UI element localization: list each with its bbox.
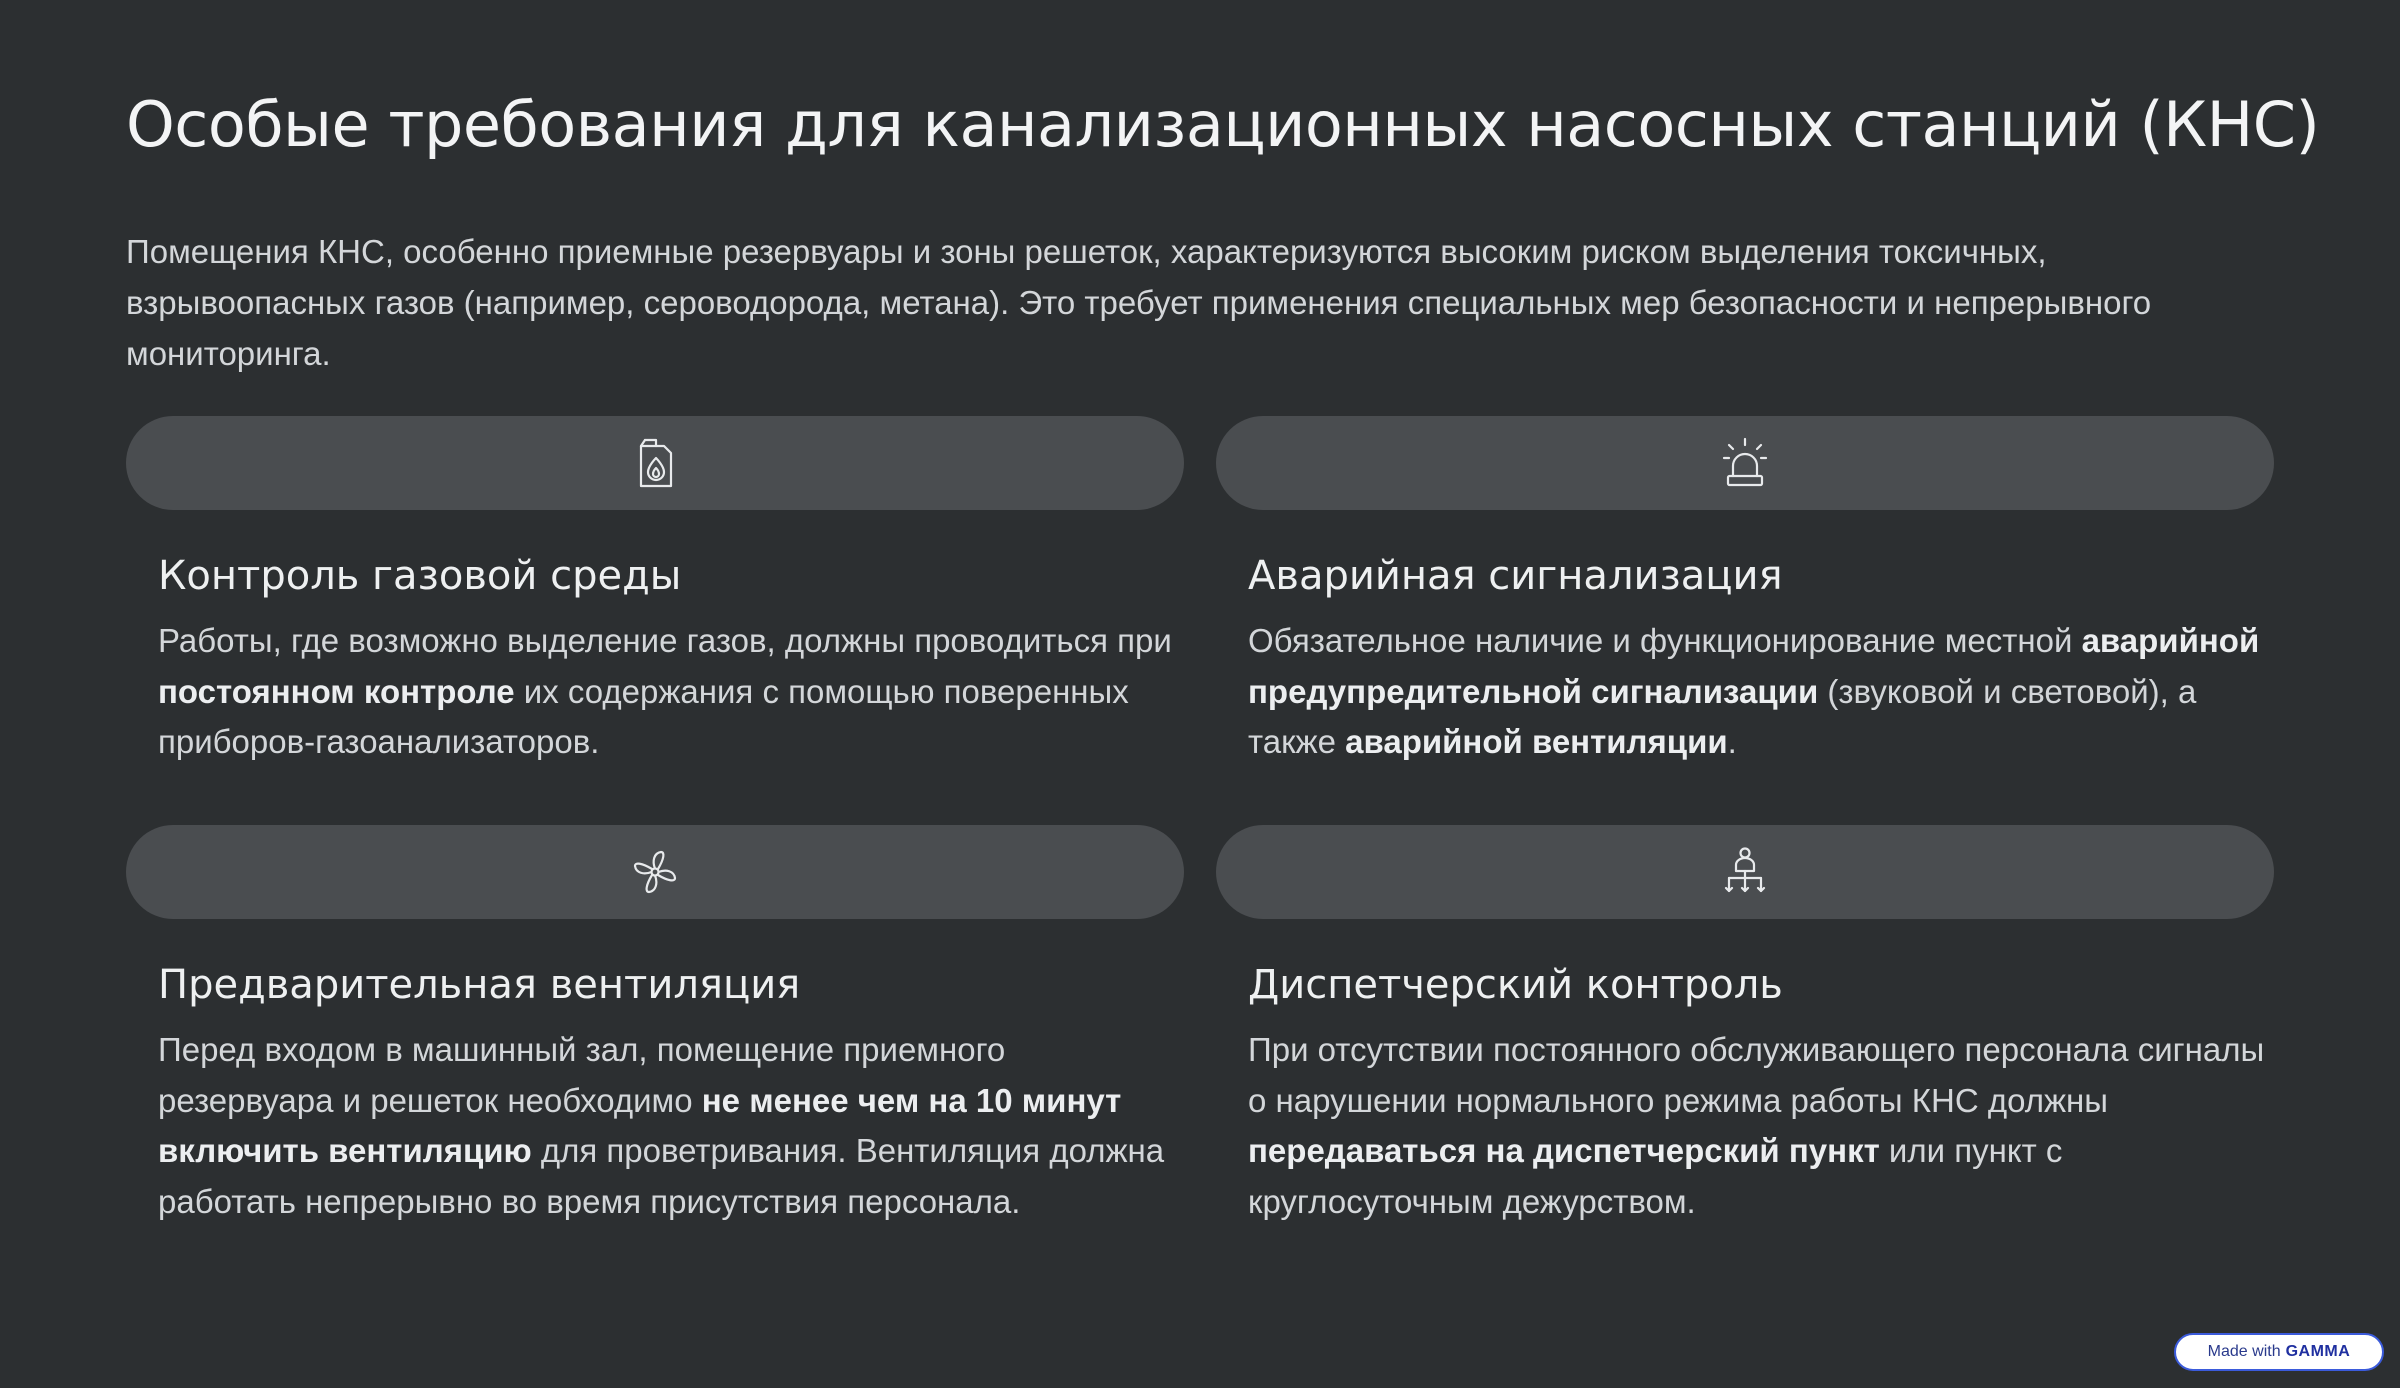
text-run: (звуковой и световой), а также [1248,672,2197,760]
made-with-gamma-badge[interactable] [2174,1333,2384,1371]
bold-text: не менее чем на 10 минут включить вентиляцию [158,1081,1122,1169]
bold-text: постоянном контроле [158,672,515,710]
gamma-logo: GAMMA [2285,1343,2351,1360]
page-title: Особые требования для канализационных насосных станций (КНС) [126,88,2320,161]
bold-text: аварийной вентиляции [1345,723,1728,760]
card-icon-bar [1216,416,2274,510]
bold-text: аварийной предупредительной сигнализации [1248,622,2260,710]
card-dispatcher-control [1216,825,2274,1227]
bold-text: передаваться на диспетчерский пункт [1248,1132,1880,1169]
card-title: Диспетчерский контроль [1248,962,1783,1008]
text-run: Обязательное наличие и функционирование местной [1248,622,2082,659]
text-run: При отсутствии постоянного обслуживающего персонала сигналы о нарушении нормального режима работы КНС должны [1248,1031,2265,1119]
card-icon-bar [126,416,1184,510]
card-title: Предварительная вентиляция [158,962,801,1008]
dispatcher-network-icon [1720,845,1770,899]
text-run: Перед входом в машинный зал, помещение приемного резервуара и решеток необходимо [158,1031,1006,1119]
text-run: Работы, где возможно выделение газов, должны проводиться при [158,622,1172,659]
card-body [158,616,1178,768]
text-run: или пункт с круглосуточным дежурством. [1248,1132,2063,1220]
card-emergency-alarm [1216,416,2274,768]
card-title: Аварийная сигнализация [1248,553,1783,599]
text-run: их содержания с помощью поверенных приборов-газоанализаторов. [158,672,1129,760]
card-body [1248,616,2268,768]
text-run: . [1727,723,1737,760]
card-title: Контроль газовой среды [158,553,682,599]
card-pre-ventilation [126,825,1184,1227]
card-body [158,1025,1178,1227]
card-icon-bar [1216,825,2274,919]
fan-icon [630,845,680,899]
intro-paragraph: Помещения КНС, особенно приемные резервуары и зоны решеток, характеризуются высоким риском выделения токсичных, взрывоопасных газов (например, сероводорода, метана). Это требует применения специальных мер безопасности и непрерывного мониторинга. [126,233,2152,372]
text-run: для проветривания. Вентиляция должна работать непрерывно во время присутствия персонала. [158,1132,1165,1220]
card-gas-control [126,416,1184,768]
alarm-siren-icon [1720,436,1770,490]
gas-canister-icon [630,436,680,490]
card-body [1248,1025,2268,1227]
card-icon-bar [126,825,1184,919]
badge-prefix: Made with [2207,1343,2281,1360]
